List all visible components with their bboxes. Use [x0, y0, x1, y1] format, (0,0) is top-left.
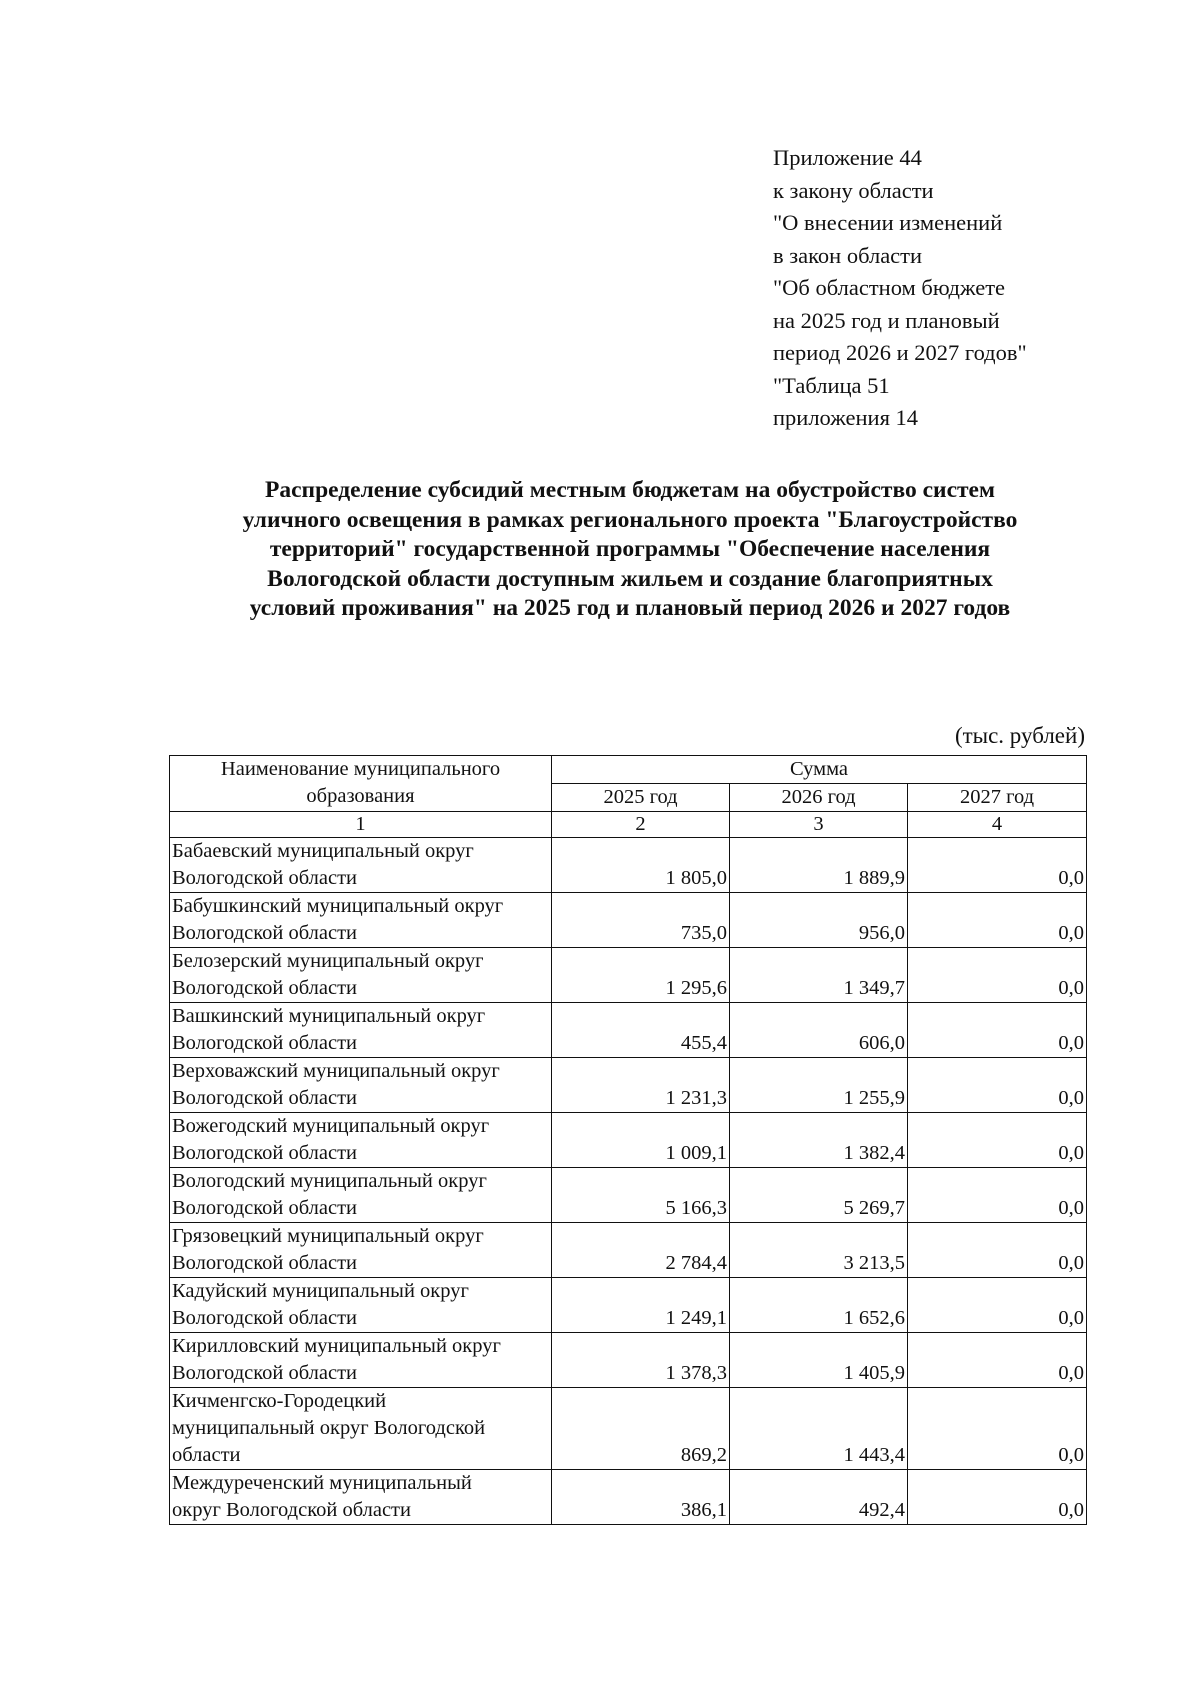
- municipality-name-line: Вологодской области: [172, 977, 358, 999]
- table-row: [170, 1470, 1087, 1525]
- municipality-name-line: Междуреченский муниципальный: [172, 1472, 472, 1494]
- column-number: 3: [730, 812, 908, 838]
- column-number: 2: [552, 812, 730, 838]
- table-row: [170, 1003, 1087, 1058]
- table-row: [170, 1388, 1087, 1470]
- municipality-name-line: области: [172, 1444, 241, 1466]
- table-row: [170, 1113, 1087, 1168]
- column-number: 4: [908, 812, 1087, 838]
- amount-2025: 1 231,3: [552, 1058, 730, 1113]
- municipality-name: [170, 1113, 552, 1168]
- municipality-name: [170, 1333, 552, 1388]
- amount-2025: 455,4: [552, 1003, 730, 1058]
- header-year-2026: 2026 год: [730, 784, 908, 812]
- header-row: [170, 756, 1087, 784]
- annex-line: "О внесении изменений: [773, 210, 1003, 235]
- amount-2025: 1 295,6: [552, 948, 730, 1003]
- header-sum-group: Сумма: [552, 756, 1087, 784]
- amount-2027: 0,0: [908, 1168, 1087, 1223]
- municipality-name-line: Вологодской области: [172, 867, 358, 889]
- municipality-name-line: Вожегодский муниципальный округ: [172, 1115, 490, 1137]
- municipality-name: [170, 1058, 552, 1113]
- municipality-name-line: Вологодской области: [172, 1362, 358, 1384]
- amount-2025: 735,0: [552, 893, 730, 948]
- header-name-col: Наименование муниципального образования: [170, 756, 552, 812]
- header-year-2027: 2027 год: [908, 784, 1087, 812]
- municipality-name-line: Бабаевский муниципальный округ: [172, 840, 474, 862]
- amount-2027: 0,0: [908, 1470, 1087, 1525]
- amount-2025: 1 249,1: [552, 1278, 730, 1333]
- municipality-name-line: Кадуйский муниципальный округ: [172, 1280, 469, 1302]
- document-title: [150, 476, 1110, 624]
- municipality-name: [170, 1470, 552, 1525]
- amount-2026: 1 349,7: [730, 948, 908, 1003]
- amount-2027: 0,0: [908, 1388, 1087, 1470]
- subsidy-table: [169, 755, 1087, 1525]
- municipality-name-line: Вашкинский муниципальный округ: [172, 1005, 486, 1027]
- table-row: [170, 1168, 1087, 1223]
- amount-2025: 5 166,3: [552, 1168, 730, 1223]
- amount-2027: 0,0: [908, 1003, 1087, 1058]
- amount-2025: 869,2: [552, 1388, 730, 1470]
- annex-line: приложения 14: [773, 405, 919, 430]
- amount-2027: 0,0: [908, 1058, 1087, 1113]
- municipality-name-line: муниципальный округ Вологодской: [172, 1417, 486, 1439]
- municipality-name-line: Вологодской области: [172, 1197, 358, 1219]
- table-row: [170, 948, 1087, 1003]
- amount-2026: 1 255,9: [730, 1058, 908, 1113]
- municipality-name-line: Белозерский муниципальный округ: [172, 950, 484, 972]
- amount-2025: 1 009,1: [552, 1113, 730, 1168]
- municipality-name-line: Вологодской области: [172, 1087, 358, 1109]
- municipality-name: [170, 1168, 552, 1223]
- title-line: уличного освещения в рамках регионального проекта "Благоустройство: [242, 506, 1018, 533]
- table-body: [170, 756, 1087, 1525]
- municipality-name-line: Вологодской области: [172, 1142, 358, 1164]
- amount-2026: 1 652,6: [730, 1278, 908, 1333]
- header-year-2025: 2025 год: [552, 784, 730, 812]
- amount-2027: 0,0: [908, 1113, 1087, 1168]
- municipality-name: [170, 1388, 552, 1470]
- table-row: [170, 1058, 1087, 1113]
- municipality-name-line: Вологодский муниципальный округ: [172, 1170, 487, 1192]
- amount-2026: 1 889,9: [730, 838, 908, 893]
- annex-line: на 2025 год и плановый: [773, 307, 1000, 333]
- amount-2027: 0,0: [908, 1223, 1087, 1278]
- amount-2026: 1 443,4: [730, 1388, 908, 1470]
- table-row: [170, 1278, 1087, 1333]
- amount-2026: 5 269,7: [730, 1168, 908, 1223]
- amount-2027: 0,0: [908, 893, 1087, 948]
- municipality-name-line: Грязовецкий муниципальный округ: [172, 1225, 484, 1247]
- title-line: Вологодской области доступным жильем и создание благоприятных: [267, 565, 993, 592]
- amount-2027: 0,0: [908, 1278, 1087, 1333]
- table-row: [170, 1333, 1087, 1388]
- table-row: [170, 1223, 1087, 1278]
- municipality-name-line: Вологодской области: [172, 1307, 358, 1329]
- municipality-name: [170, 1003, 552, 1058]
- amount-2025: 1 805,0: [552, 838, 730, 893]
- annex-line: к закону области: [773, 177, 934, 203]
- annex-line: "Об областном бюджете: [773, 275, 1006, 300]
- column-number: 1: [170, 812, 552, 838]
- annex-line: в закон области: [773, 242, 923, 268]
- annex-line: период 2026 и 2027 годов": [773, 340, 1027, 365]
- amount-2026: 606,0: [730, 1003, 908, 1058]
- amount-2026: 492,4: [730, 1470, 908, 1525]
- municipality-name-line: Верховажский муниципальный округ: [172, 1060, 500, 1082]
- amount-2027: 0,0: [908, 948, 1087, 1003]
- amount-2025: 386,1: [552, 1470, 730, 1525]
- municipality-name-line: Бабушкинский муниципальный округ: [172, 895, 504, 917]
- amount-2027: 0,0: [908, 838, 1087, 893]
- municipality-name: [170, 948, 552, 1003]
- municipality-name-line: Кичменгско-Городецкий: [172, 1390, 387, 1412]
- amount-2026: 1 382,4: [730, 1113, 908, 1168]
- amount-2026: 3 213,5: [730, 1223, 908, 1278]
- municipality-name: [170, 838, 552, 893]
- table-row: [170, 838, 1087, 893]
- title-line: условий проживания" на 2025 год и плановый период 2026 и 2027 годов: [249, 595, 1011, 621]
- title-line: Распределение субсидий местным бюджетам на обустройство систем: [265, 477, 995, 503]
- annex-line: "Таблица 51: [773, 372, 890, 398]
- table-row: [170, 893, 1087, 948]
- units-note: (тыс. рублей): [954, 723, 1085, 748]
- municipality-name: [170, 1223, 552, 1278]
- amount-2026: 956,0: [730, 893, 908, 948]
- municipality-name: [170, 1278, 552, 1333]
- column-numbering-row: [170, 812, 1087, 838]
- municipality-name: [170, 893, 552, 948]
- municipality-name-line: Кирилловский муниципальный округ: [172, 1335, 501, 1357]
- amount-2025: 1 378,3: [552, 1333, 730, 1388]
- municipality-name-line: Вологодской области: [172, 922, 358, 944]
- annex-line: Приложение 44: [773, 145, 922, 170]
- amount-2027: 0,0: [908, 1333, 1087, 1388]
- amount-2026: 1 405,9: [730, 1333, 908, 1388]
- annex-reference: [773, 142, 1027, 435]
- amount-2025: 2 784,4: [552, 1223, 730, 1278]
- municipality-name-line: Вологодской области: [172, 1032, 358, 1054]
- title-line: территорий" государственной программы "Обеспечение населения: [269, 536, 991, 562]
- municipality-name-line: Вологодской области: [172, 1252, 358, 1274]
- municipality-name-line: округ Вологодской области: [172, 1499, 411, 1521]
